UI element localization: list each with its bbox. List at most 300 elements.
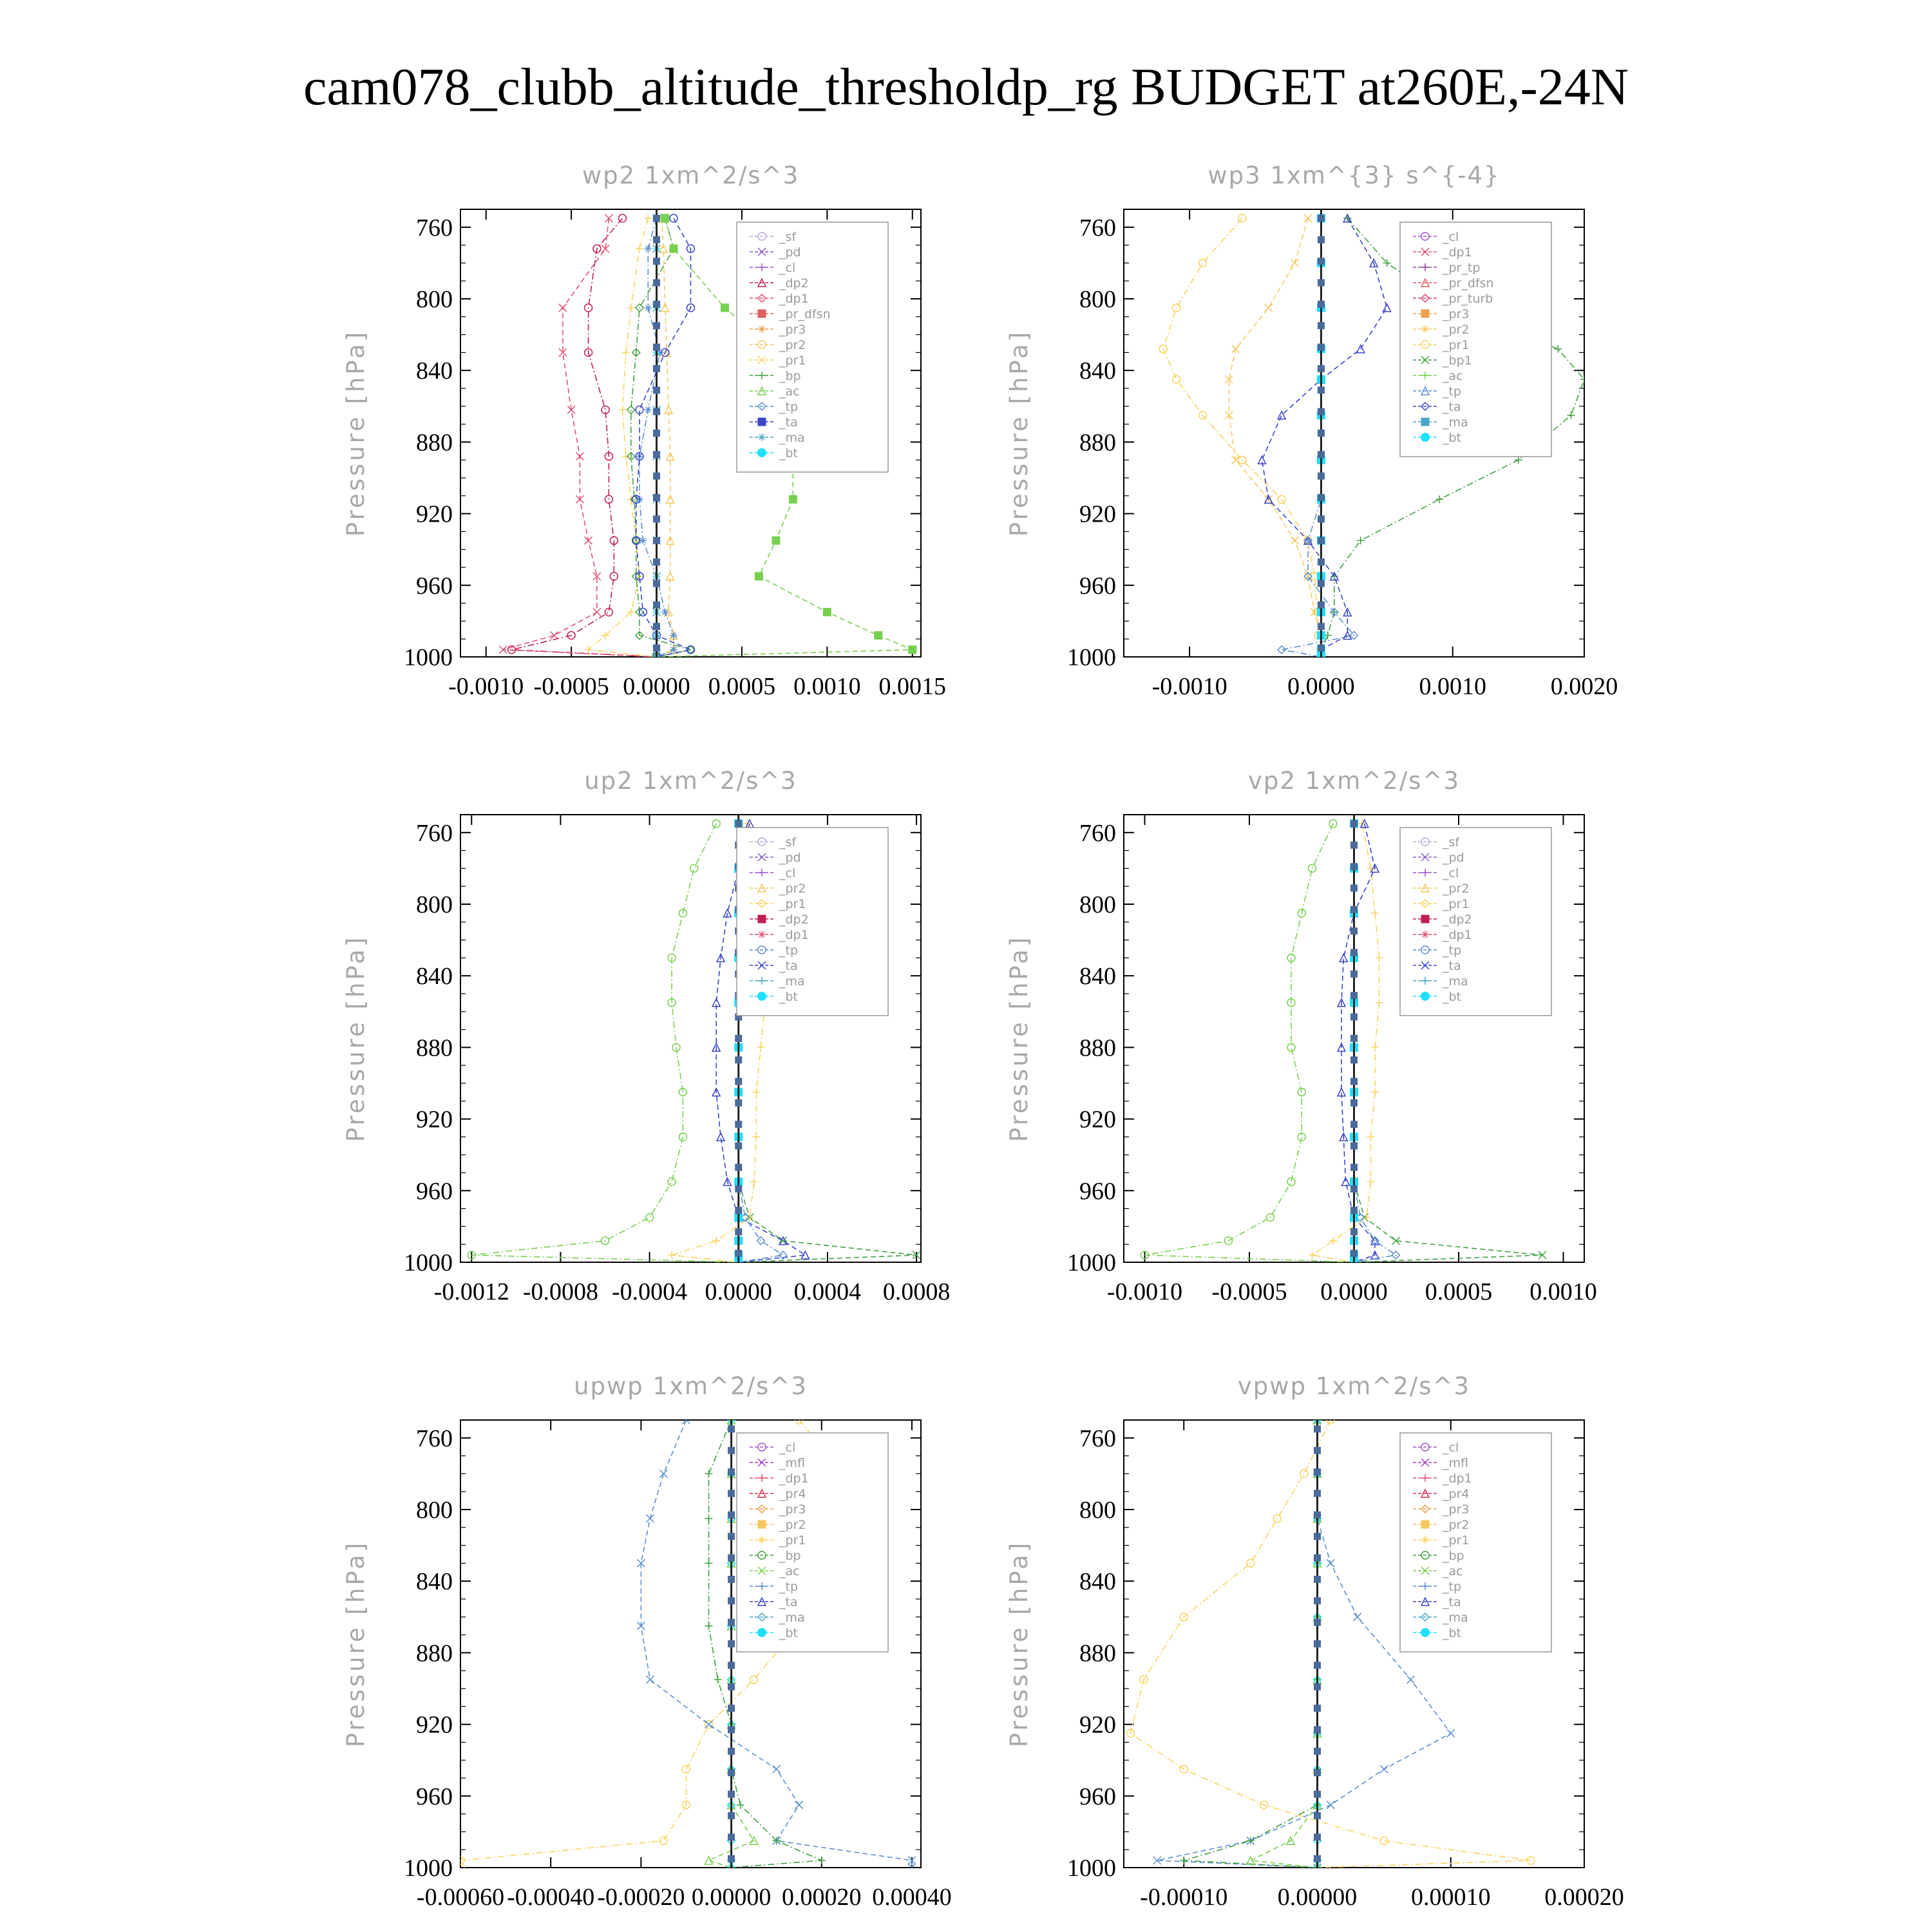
data-point — [1291, 536, 1299, 544]
y-tick-label: 840 — [1079, 1568, 1116, 1596]
y-tick-label: 880 — [1079, 429, 1116, 457]
y-tick-label: 960 — [416, 1177, 453, 1205]
legend-label: _pr3 — [1443, 307, 1470, 321]
legend-label: _ma — [779, 1611, 805, 1625]
legend-marker — [1421, 915, 1429, 923]
legend-label: _pr_dfsn — [779, 307, 831, 321]
data-point — [1173, 304, 1180, 312]
legend-label: _ma — [1443, 1611, 1468, 1625]
zero-marker — [728, 1469, 735, 1475]
y-tick-label: 1000 — [404, 1249, 453, 1276]
data-point — [1309, 1251, 1316, 1259]
y-tick-label: 760 — [1079, 214, 1116, 242]
legend-label: _ac — [1443, 1564, 1463, 1578]
zero-marker — [1314, 1426, 1321, 1432]
zero-marker — [1318, 580, 1324, 587]
data-point — [1327, 1801, 1334, 1809]
y-axis-label: Pressure [hPa] — [342, 934, 370, 1142]
zero-marker — [1314, 1834, 1321, 1841]
zero-marker — [654, 365, 660, 372]
legend — [1400, 222, 1551, 457]
series-line — [589, 218, 657, 657]
zero-marker — [654, 344, 660, 350]
zero-marker — [735, 1250, 742, 1256]
y-tick-label: 960 — [1079, 572, 1116, 600]
y-axis-label: Pressure [hPa] — [1005, 1540, 1033, 1748]
zero-marker — [728, 1511, 735, 1518]
zero-marker — [728, 1834, 735, 1841]
x-tick-label: 0.00000 — [1277, 1884, 1358, 1911]
x-tick-label: 0.00010 — [1411, 1884, 1491, 1911]
data-point — [705, 1622, 713, 1630]
data-point — [1232, 345, 1240, 353]
y-tick-label: 1000 — [1067, 644, 1116, 671]
legend-label: _cl — [779, 1441, 796, 1455]
data-point — [1304, 214, 1312, 222]
legend-marker — [1421, 310, 1429, 317]
data-point — [1357, 536, 1365, 544]
zero-marker — [1318, 559, 1324, 565]
zero-marker — [1351, 906, 1358, 913]
data-point — [1265, 304, 1273, 312]
data-point — [1327, 1559, 1334, 1567]
data-point — [1380, 1765, 1388, 1773]
x-tick-label: 0.0010 — [793, 673, 861, 700]
zero-marker — [1314, 1641, 1321, 1647]
y-tick-label: 800 — [1079, 286, 1116, 313]
data-point — [1371, 1043, 1379, 1051]
zero-marker — [1351, 1121, 1358, 1128]
x-tick-label: -0.0010 — [448, 673, 524, 700]
legend-label: _bp1 — [1443, 354, 1472, 368]
legend-label: _pr3 — [779, 1502, 806, 1517]
series-line — [1163, 218, 1321, 657]
zero-marker — [1351, 992, 1358, 999]
y-tick-label: 1000 — [1067, 1249, 1116, 1276]
zero-marker — [1318, 408, 1324, 415]
series-line — [636, 218, 691, 657]
series-pr1 — [1309, 820, 1383, 1266]
legend-label: _pr1 — [779, 897, 806, 911]
zero-marker — [1351, 1207, 1358, 1213]
data-point — [661, 609, 669, 616]
y-tick-label: 840 — [416, 1568, 453, 1596]
x-tick-label: -0.0005 — [533, 673, 609, 700]
zero-marker — [1314, 1727, 1321, 1733]
zero-marker — [1314, 1555, 1321, 1561]
data-point — [818, 1857, 826, 1864]
legend-label: _ta — [1443, 1595, 1461, 1609]
zero-marker — [654, 258, 660, 265]
zero-marker — [1351, 842, 1358, 848]
zero-marker — [654, 473, 660, 479]
data-point — [1199, 259, 1207, 267]
zero-marker — [1314, 1705, 1321, 1712]
panel-1 — [1005, 162, 1618, 700]
x-tick-label: 0.0010 — [1530, 1278, 1597, 1305]
y-tick-label: 920 — [416, 1106, 453, 1133]
legend-label: _tp — [1443, 384, 1462, 399]
x-tick-label: -0.0005 — [1211, 1278, 1287, 1305]
data-point — [875, 632, 882, 639]
legend-label: _pr2 — [779, 882, 806, 896]
legend-marker — [1421, 992, 1430, 1001]
zero-marker — [1314, 1662, 1321, 1669]
legend-label: _pr1 — [1443, 338, 1470, 352]
legend-label: _ma — [779, 431, 805, 445]
data-point — [1329, 1237, 1337, 1245]
series-line — [471, 824, 738, 1262]
y-tick-label: 1000 — [404, 644, 453, 671]
legend-label: _cl — [779, 261, 796, 275]
legend-label: _ma — [1443, 415, 1468, 430]
x-tick-label: 0.0000 — [1287, 673, 1355, 700]
legend-label: _mfl — [1443, 1456, 1468, 1470]
zero-marker — [728, 1576, 735, 1582]
zero-marker — [735, 1142, 742, 1149]
zero-marker — [654, 430, 660, 437]
x-tick-label: 0.00040 — [872, 1884, 952, 1911]
legend — [737, 222, 888, 472]
legend-marker — [1421, 931, 1429, 938]
zero-marker — [654, 601, 660, 608]
y-tick-label: 1000 — [1067, 1855, 1116, 1882]
y-tick-label: 760 — [416, 214, 453, 242]
zero-marker — [728, 1619, 735, 1625]
legend-label: _pr4 — [1443, 1487, 1470, 1501]
y-tick-label: 840 — [1079, 963, 1116, 990]
data-point — [795, 1801, 803, 1809]
data-point — [750, 1676, 758, 1683]
legend-marker — [757, 448, 766, 457]
data-point — [1287, 1178, 1295, 1186]
y-axis-label: Pressure [hPa] — [342, 329, 370, 537]
data-point — [909, 646, 916, 654]
zero-marker — [728, 1426, 735, 1432]
zero-marker — [1318, 323, 1324, 329]
legend-label: _tp — [1443, 1580, 1462, 1594]
zero-marker — [735, 1078, 742, 1084]
data-point — [646, 1214, 654, 1222]
zero-marker — [735, 1057, 742, 1063]
series-ac — [1247, 1416, 1321, 1871]
data-point — [1331, 573, 1338, 580]
x-tick-label: -0.0008 — [522, 1278, 599, 1305]
legend-label: _cl — [779, 866, 796, 880]
y-tick-label: 960 — [416, 572, 453, 600]
data-point — [1173, 375, 1180, 383]
zero-marker — [728, 1770, 735, 1776]
series-pr1 — [585, 214, 661, 661]
zero-marker — [728, 1447, 735, 1454]
legend-label: _pr2 — [779, 338, 806, 352]
zero-marker — [1318, 344, 1324, 350]
x-tick-label: -0.00060 — [416, 1884, 505, 1911]
legend-label: _pd — [779, 851, 801, 865]
data-point — [750, 1178, 758, 1186]
legend-label: _bt — [779, 446, 799, 460]
legend-label: _ta — [779, 1595, 798, 1609]
zero-marker — [1351, 1057, 1358, 1063]
series-line — [1229, 218, 1321, 657]
data-point — [1247, 1857, 1255, 1864]
series-dp1 — [499, 214, 660, 661]
legend-label: _tp — [1443, 943, 1462, 958]
data-point — [705, 1721, 713, 1728]
legend-label: _cl — [1443, 230, 1459, 244]
y-tick-label: 920 — [1079, 500, 1116, 528]
data-point — [752, 1133, 760, 1141]
data-point — [1180, 1857, 1188, 1864]
zero-marker — [1351, 864, 1358, 870]
legend-label: _ma — [779, 974, 805, 989]
series-line — [1312, 824, 1379, 1262]
y-tick-label: 920 — [1079, 1106, 1116, 1133]
x-tick-label: 0.0015 — [878, 673, 947, 700]
data-point — [772, 536, 780, 544]
data-point — [773, 1765, 781, 1773]
zero-marker — [1351, 949, 1358, 956]
legend-marker — [758, 310, 766, 317]
y-tick-label: 960 — [416, 1783, 453, 1810]
data-point — [1376, 954, 1383, 961]
legend-marker — [758, 931, 766, 938]
zero-marker — [654, 623, 660, 630]
zero-marker — [1318, 623, 1324, 630]
legend-label: _pr1 — [1443, 1533, 1470, 1548]
series-line — [1145, 824, 1354, 1262]
legend-marker — [1421, 1520, 1429, 1528]
zero-marker — [735, 1121, 742, 1128]
data-point — [1309, 864, 1316, 872]
series-line — [503, 218, 656, 657]
data-point — [1238, 456, 1246, 464]
legend-label: _dp2 — [779, 913, 809, 927]
legend-label: _cl — [1443, 866, 1459, 880]
legend-label: _pd — [1443, 851, 1464, 865]
panel-title: upwp 1xm^2/s^3 — [574, 1372, 808, 1400]
zero-marker — [654, 516, 660, 522]
zero-marker — [1351, 1078, 1358, 1084]
y-tick-label: 800 — [416, 286, 453, 313]
x-tick-label: 0.0000 — [705, 1278, 773, 1305]
data-point — [1354, 1613, 1361, 1621]
x-tick-label: -0.0004 — [612, 1278, 688, 1305]
data-point — [644, 214, 652, 222]
zero-marker — [1314, 1748, 1321, 1754]
legend-label: _bt — [1443, 1626, 1462, 1640]
zero-marker — [1314, 1791, 1321, 1797]
data-point — [1367, 1178, 1375, 1186]
zero-marker — [654, 323, 660, 329]
legend — [1400, 1433, 1551, 1652]
x-tick-label: -0.00010 — [1140, 1884, 1228, 1911]
legend-label: _pr2 — [779, 1518, 806, 1532]
zero-marker — [654, 279, 660, 286]
y-tick-label: 880 — [1079, 1034, 1116, 1062]
legend-marker — [1421, 325, 1429, 333]
zero-marker — [728, 1555, 735, 1561]
series-dp1 — [1141, 820, 1358, 1266]
legend-label: _bt — [1443, 990, 1462, 1004]
zero-marker — [1318, 258, 1324, 265]
data-point — [714, 1676, 722, 1683]
zero-marker — [1351, 820, 1358, 827]
data-point — [712, 1237, 720, 1245]
legend-label: _pr3 — [1443, 1502, 1470, 1517]
legend-label: _tp — [779, 943, 799, 958]
zero-marker — [1314, 1490, 1321, 1497]
data-point — [644, 245, 652, 252]
data-point — [755, 573, 762, 580]
zero-marker — [654, 645, 660, 651]
data-point — [661, 214, 669, 222]
data-point — [1567, 412, 1575, 419]
zero-marker — [1351, 1164, 1358, 1171]
panel-0 — [342, 162, 946, 700]
series-ta — [1338, 820, 1379, 1266]
series-dp1 — [468, 820, 742, 1266]
legend-label: _dp2 — [1443, 913, 1472, 927]
legend-label: _tp — [779, 1580, 799, 1594]
zero-marker — [654, 408, 660, 415]
data-point — [551, 632, 558, 639]
y-tick-label: 880 — [416, 1640, 453, 1667]
zero-marker — [654, 537, 660, 544]
legend-label: _tp — [779, 400, 799, 414]
zero-marker — [735, 1164, 742, 1171]
zero-marker — [654, 559, 660, 565]
zero-marker — [1314, 1812, 1321, 1819]
panel-3 — [1005, 767, 1597, 1305]
legend-label: _pr_turb — [1443, 292, 1493, 306]
zero-marker — [728, 1641, 735, 1647]
zero-marker — [1351, 1014, 1358, 1020]
legend-label: _sf — [779, 230, 797, 244]
zero-marker — [654, 580, 660, 587]
y-tick-label: 880 — [416, 1034, 453, 1062]
legend-label: _dp1 — [1443, 245, 1472, 260]
data-point — [659, 1470, 667, 1477]
legend-marker — [1421, 433, 1430, 442]
zero-marker — [1314, 1576, 1321, 1582]
legend-marker — [758, 433, 766, 441]
legend-label: _cl — [1443, 1441, 1459, 1455]
zero-marker — [1318, 430, 1324, 437]
y-tick-label: 1000 — [404, 1855, 453, 1882]
legend-label: _ac — [779, 1564, 800, 1578]
zero-marker — [1318, 537, 1324, 544]
legend-label: _pr3 — [779, 323, 806, 337]
legend-label: _mfl — [779, 1456, 805, 1470]
zero-marker — [728, 1748, 735, 1754]
y-tick-label: 960 — [1079, 1177, 1116, 1205]
x-tick-label: -0.0010 — [1151, 673, 1227, 700]
legend — [737, 1433, 888, 1652]
panel-2 — [342, 767, 950, 1305]
panel-5 — [1005, 1372, 1624, 1911]
panel-title: wp3 1xm^{3} s^{-4} — [1208, 162, 1501, 189]
zero-marker — [654, 451, 660, 458]
zero-marker — [1314, 1855, 1321, 1862]
legend-label: _dp1 — [779, 928, 809, 942]
data-point — [1435, 495, 1443, 503]
zero-marker — [728, 1533, 735, 1540]
data-point — [670, 245, 677, 252]
data-point — [1383, 304, 1391, 312]
zero-marker — [1318, 387, 1324, 393]
legend-label: _bt — [779, 1626, 799, 1640]
legend-label: _ma — [1443, 974, 1468, 989]
legend-label: _sf — [1443, 835, 1460, 849]
zero-marker — [735, 1186, 742, 1192]
zero-marker — [1314, 1683, 1321, 1690]
x-tick-label: 0.00020 — [1544, 1884, 1624, 1911]
x-tick-label: 0.0000 — [623, 673, 690, 700]
data-point — [668, 1178, 676, 1186]
zero-marker — [1351, 1142, 1358, 1149]
zero-marker — [735, 1229, 742, 1235]
data-point — [622, 453, 630, 460]
zero-marker — [1318, 495, 1324, 501]
zero-marker — [654, 387, 660, 393]
series-line — [1184, 1420, 1317, 1868]
zero-marker — [1314, 1533, 1321, 1540]
y-tick-label: 840 — [416, 357, 453, 385]
panel-4 — [342, 1372, 952, 1911]
x-tick-label: 0.0000 — [1320, 1278, 1388, 1305]
data-point — [1367, 1133, 1375, 1141]
legend-label: _pr4 — [779, 1487, 806, 1501]
y-tick-label: 840 — [1079, 357, 1116, 385]
zero-marker — [1314, 1511, 1321, 1518]
y-tick-label: 800 — [1079, 891, 1116, 918]
zero-marker — [1351, 1036, 1358, 1042]
data-point — [668, 1251, 676, 1259]
data-point — [757, 1237, 764, 1245]
zero-marker — [654, 215, 660, 222]
data-point — [559, 304, 567, 312]
series-pr1 — [1159, 214, 1325, 661]
zero-marker — [1318, 601, 1324, 608]
y-tick-label: 920 — [416, 1711, 453, 1739]
y-tick-label: 800 — [416, 891, 453, 918]
zero-marker — [1318, 365, 1324, 372]
panel-title: vpwp 1xm^2/s^3 — [1237, 1372, 1471, 1400]
x-tick-label: 0.0008 — [882, 1278, 951, 1305]
zero-marker — [1318, 279, 1324, 286]
zero-marker — [1318, 215, 1324, 222]
data-point — [705, 1857, 713, 1864]
zero-marker — [728, 1705, 735, 1712]
zero-marker — [728, 1855, 735, 1862]
zero-marker — [654, 495, 660, 501]
zero-marker — [735, 1036, 742, 1042]
x-tick-label: 0.0004 — [793, 1278, 862, 1305]
legend-marker — [758, 1536, 766, 1544]
y-axis-label: Pressure [hPa] — [1005, 934, 1033, 1142]
legend-label: _bp — [1443, 1549, 1464, 1563]
legend-marker — [758, 915, 766, 923]
zero-marker — [1351, 1100, 1358, 1106]
legend-label: _pr2 — [1443, 882, 1470, 896]
data-point — [823, 609, 831, 616]
panel-title: vp2 1xm^2/s^3 — [1248, 767, 1460, 795]
series-bp — [1180, 1416, 1321, 1871]
legend-label: _dp1 — [1443, 928, 1472, 942]
zero-marker — [1351, 1250, 1358, 1256]
legend — [737, 828, 888, 1016]
